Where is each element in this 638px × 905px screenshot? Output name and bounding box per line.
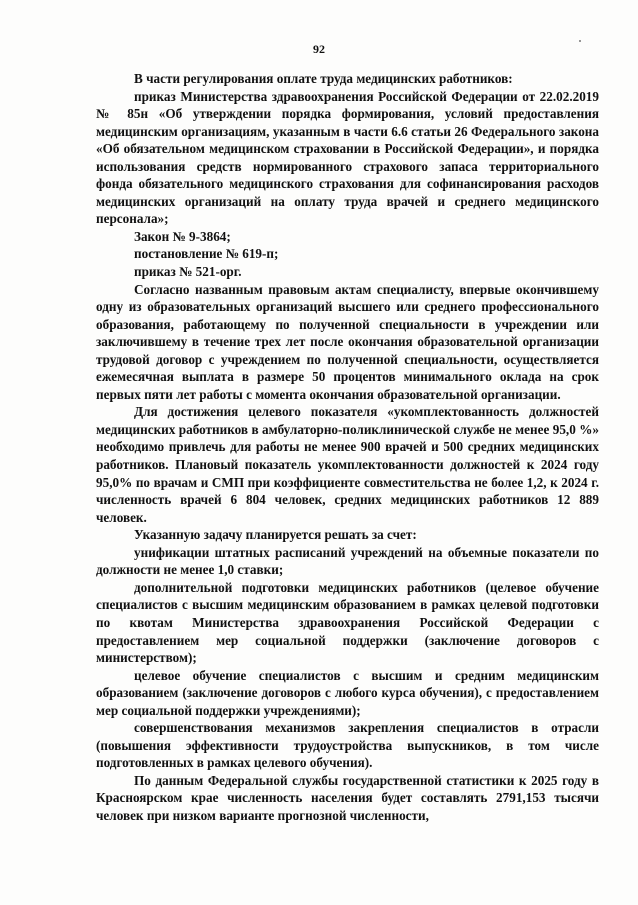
paragraph-specialist-payment: Согласно названным правовым актам специалисту, впервые окончившему одну из образовательных организаций высшего или среднего профессионального образования, работающему по полученной специальности в учреждении или заключившему в течение трех лет после окончания образовательной организации трудовой договор с учреждением по полученной специальности, осуществляется ежемесячная выплата в размере 50 процентов минимального оклада на срок первых пяти лет работы с момента окончания образовательной организации. [96,281,599,402]
paragraph-task-intro: Указанную задачу планируется решать за счет: [134,527,417,543]
document-body [96,70,599,825]
page-number: 92 [313,42,325,56]
paragraph-retention: совершенствования механизмов закрепления специалистов в отрасли (повышения эффективности трудоустройства выпускников, в том числе подготовленных в рамках целевого обучения). [96,720,599,771]
paragraph-order-521: приказ № 521-орг. [134,264,242,280]
paragraph-resolution: постановление № 619-п; [134,246,279,262]
paragraph-additional-training: дополнительной подготовки медицинских работников (целевое обучение специалистов с высшим медицинским образованием в рамках целевой подготовки по квотам Министерства здравоохранения Российской Федерации с предоставлением мер социальной поддержки (заключение договоров с министерством); [96,579,599,666]
paragraph-targeted-education: целевое обучение специалистов с высшим и средним медицинским образованием (заключение договоров с любого курса обучения), с предоставлением мер социальной поддержки учреждениями); [96,667,599,718]
paragraph-intro: В части регулирования оплате труда медицинских работников: [134,71,513,86]
paragraph-target-indicator: Для достижения целевого показателя «укомплектованность должностей медицинских работников в амбулаторно-поликлинической службе не менее 95,0 %» необходимо привлечь для работы не менее 900 врачей и 500 средних медицинских работников. Плановый показатель укомплектованности должностей к 2024 году 95,0% по врачам и СМП при коэффициенте совместительства не более 1,2, к 2024 г. численность врачей 6 804 человек, средних медицинских работников 12 889 человек. [96,404,599,525]
paragraph-law: Закон № 9-3864; [134,228,231,244]
paragraph-unification: унификации штатных расписаний учреждений на объемные показатели по должности не менее 1,0 ставки; [96,544,599,578]
paragraph-statistics: По данным Федеральной службы государственной статистики к 2025 году в Красноярском крае численность населения будет составлять 2791,153 тысячи человек при низком варианте прогнозной численности, [96,772,599,823]
paragraph-order-85n: приказ Министерства здравоохранения Российской Федерации от 22.02.2019 № 85н «Об утверждении порядка формирования, условий предоставления медицинским организациям, указанным в части 6.6 статьи 26 Федерального закона «Об обязательном медицинском страховании в Российской Федерации», и порядка использования средств нормированного страхового запаса территориального фонда обязательного медицинского страхования для софинансирования расходов медицинских организаций на оплату труда врачей и среднего медицинского персонала»; [96,88,599,227]
